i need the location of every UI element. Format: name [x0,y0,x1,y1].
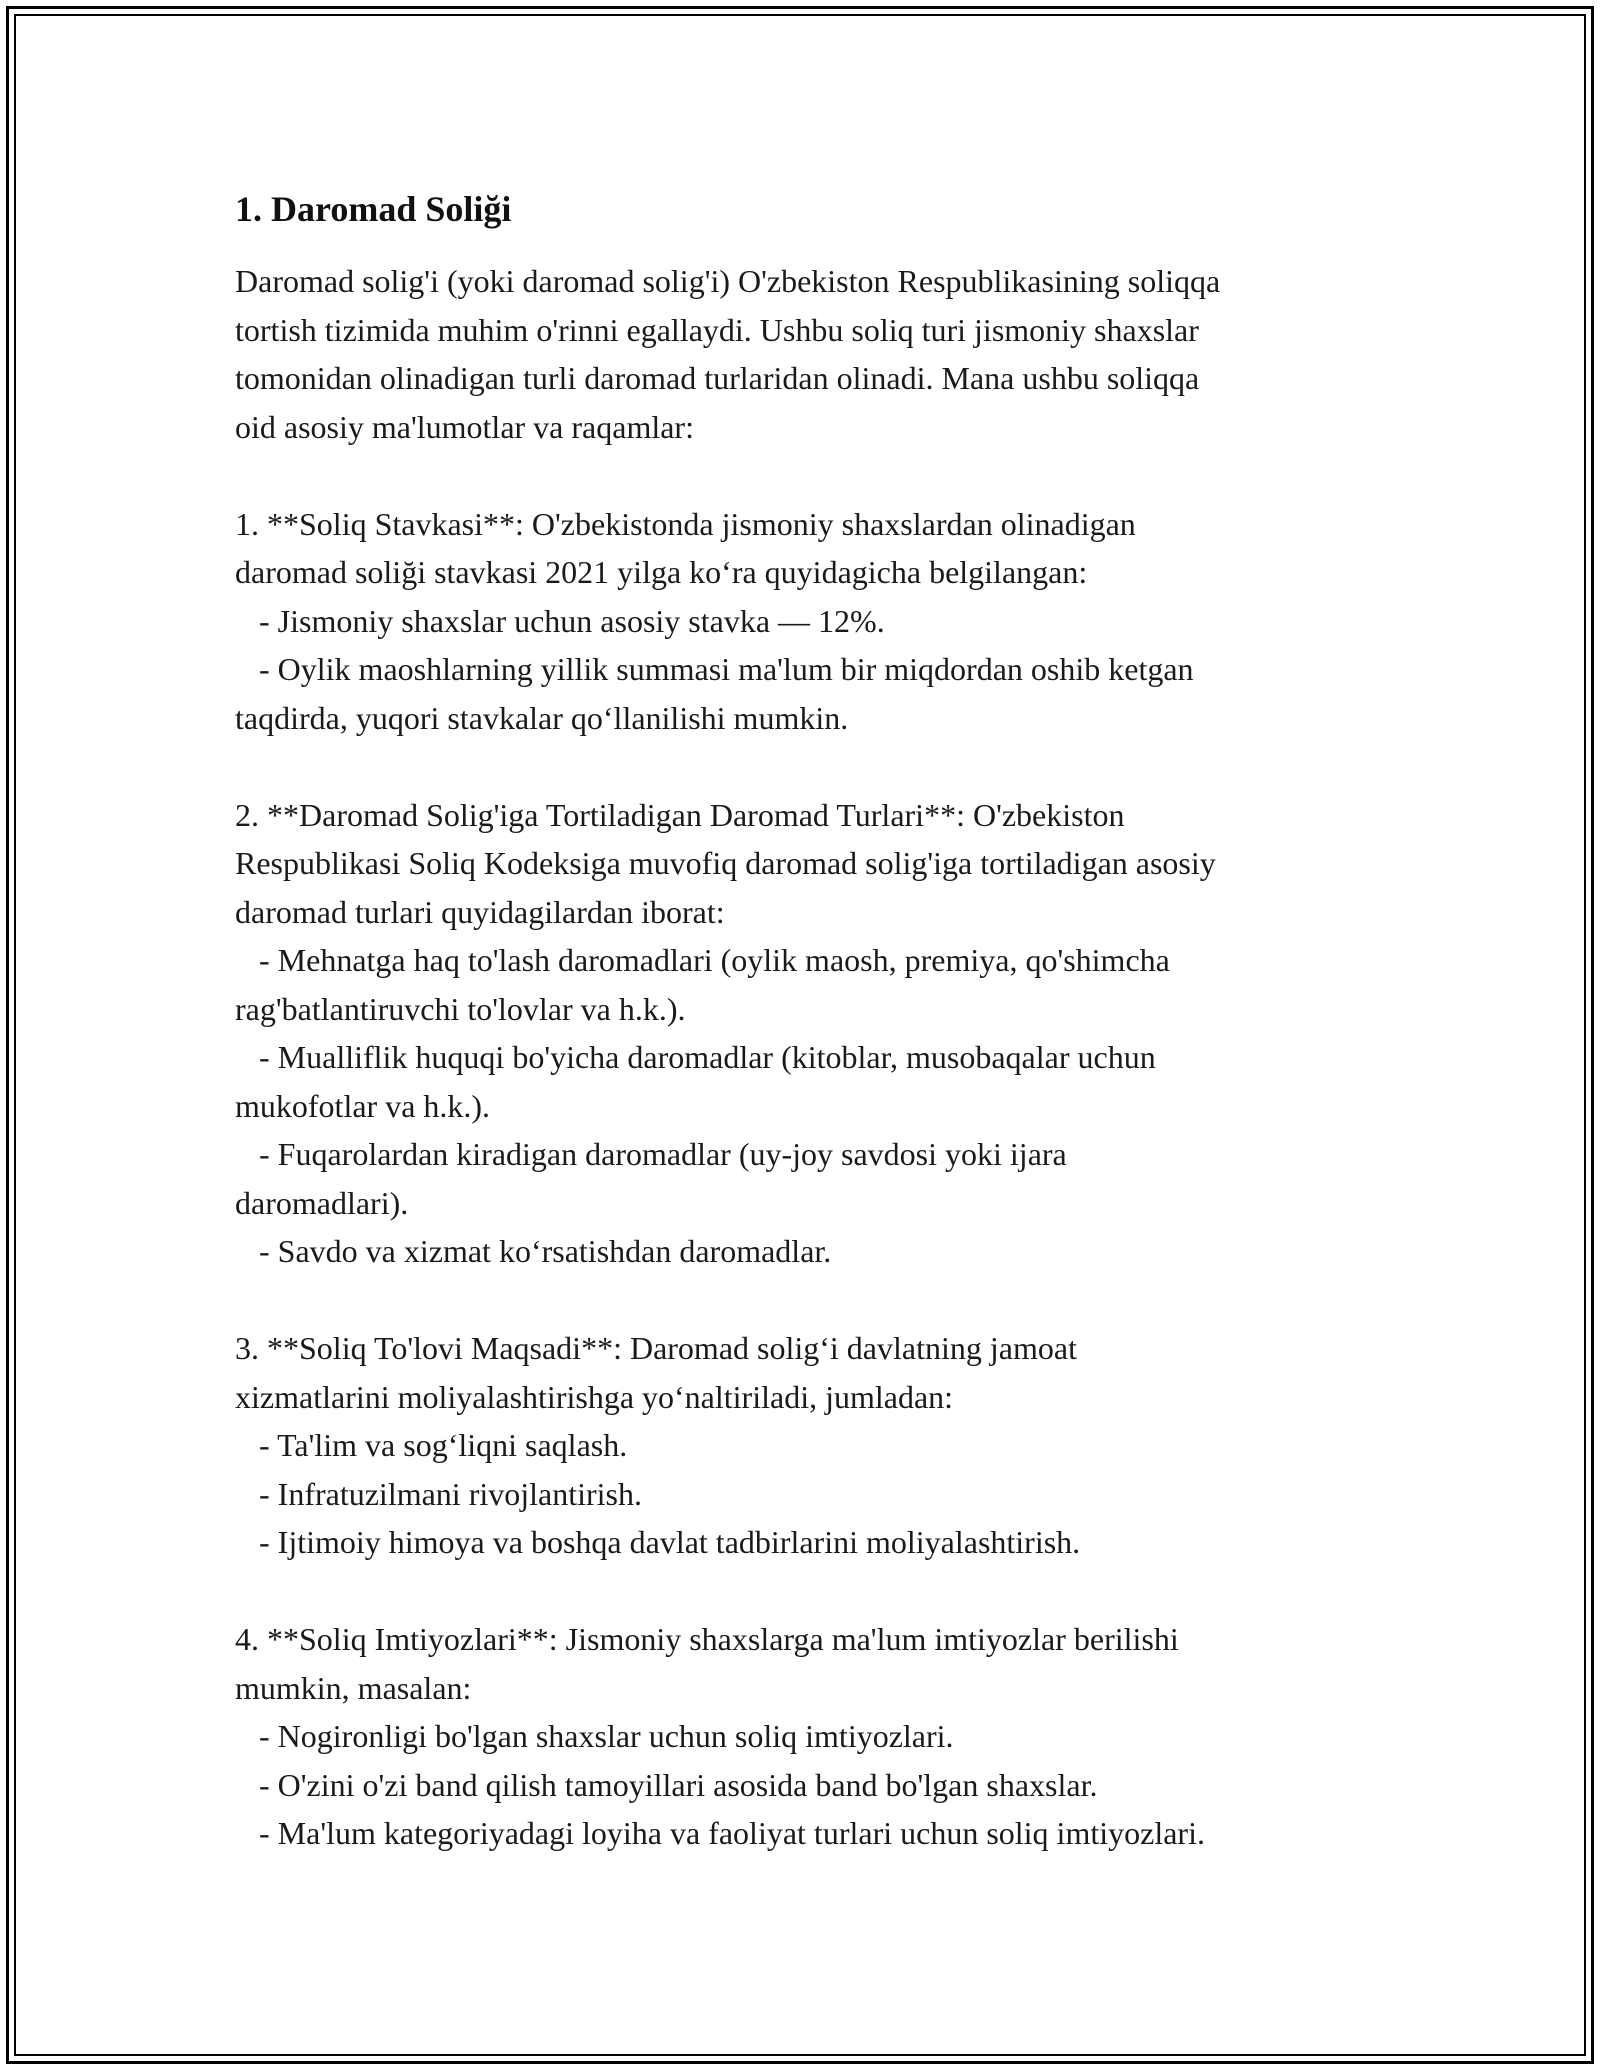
section-line: - Ijtimoiy himoya va boshqa davlat tadbirlarini moliyalashtirish. [235,1524,1081,1560]
intro-line: tortish tizimida muhim o'rinni egallaydi. Ushbu soliq turi jismoniy shaxslar [235,311,1199,348]
section-line: Respublikasi Soliq Kodeksiga muvofiq daromad solig'iga tortiladigan asosiy [235,845,1216,881]
section-line: rag'batlantiruvchi to'lovlar va h.k.). [235,990,686,1027]
section-line: mumkin, masalan: [235,1669,472,1706]
intro-line: oid asosiy ma'lumotlar va raqamlar: [235,408,694,445]
section-4 [235,1615,1385,1858]
section-line: 4. **Soliq Imtiyozlari**: Jismoniy shaxslarga ma'lum imtiyozlar berilishi [235,1621,1179,1657]
section-3 [235,1324,1385,1567]
section-1 [235,500,1385,743]
intro-line: tomonidan olinadigan turli daromad turlaridan olinadi. Mana ushbu soliqqa [235,360,1200,396]
section-line: - Savdo va xizmat koʻrsatishdan daromadlar. [235,1233,832,1269]
paragraph-gap [235,1567,1385,1616]
section-line: - Oylik maoshlarning yillik summasi ma'lum bir miqdordan oshib ketgan [235,651,1194,687]
section-line: - Mualliflik huquqi bo'yicha daromadlar (kitoblar, musobaqalar uchun [235,1039,1156,1075]
section-line: 2. **Daromad Solig'iga Tortiladigan Daromad Turlari**: O'zbekiston [235,796,1125,833]
section-line: taqdirda, yuqori stavkalar qoʻllanilishi mumkin. [235,699,849,736]
section-line: - Ma'lum kategoriyadagi loyiha va faoliyat turlari uchun soliq imtiyozlari. [235,1815,1205,1851]
document-title: 1. Daromad Soliği [235,189,512,229]
section-line: daromad soliği stavkasi 2021 yilga koʻra quyidagicha belgilangan: [235,554,1088,590]
section-line: mukofotlar va h.k.). [235,1087,491,1124]
section-line: - Jismoniy shaxslar uchun asosiy stavka — 12%. [235,602,885,639]
document-body [235,185,1385,1858]
section-line: 3. **Soliq To'lovi Maqsadi**: Daromad soligʻi davlatning jamoat [235,1330,1077,1366]
intro-line: Daromad solig'i (yoki daromad solig'i) O'zbekiston Respublikasining soliqqa [235,263,1221,299]
intro-paragraph [235,257,1385,451]
paragraph-gap [235,1276,1385,1325]
section-line: daromadlari). [235,1184,409,1221]
section-line: xizmatlarini moliyalashtirishga yoʻnaltiriladi, jumladan: [235,1378,954,1415]
section-line: - Infratuzilmani rivojlantirish. [235,1475,642,1512]
section-line: - Fuqarolardan kiradigan daromadlar (uy-joy savdosi yoki ijara [235,1136,1067,1172]
section-line: - Ta'lim va sogʻliqni saqlash. [235,1427,628,1463]
section-line: daromad turlari quyidagilardan iborat: [235,893,725,930]
section-2 [235,791,1385,1276]
paragraph-gap [235,742,1385,791]
paragraph-gap [235,451,1385,500]
section-line: - O'zini o'zi band qilish tamoyillari asosida band bo'lgan shaxslar. [235,1766,1098,1803]
section-line: 1. **Soliq Stavkasi**: O'zbekistonda jismoniy shaxslardan olinadigan [235,505,1136,542]
section-line: - Nogironligi bo'lgan shaxslar uchun soliq imtiyozlari. [235,1718,954,1754]
section-line: - Mehnatga haq to'lash daromadlari (oylik maosh, premiya, qo'shimcha [235,942,1170,978]
